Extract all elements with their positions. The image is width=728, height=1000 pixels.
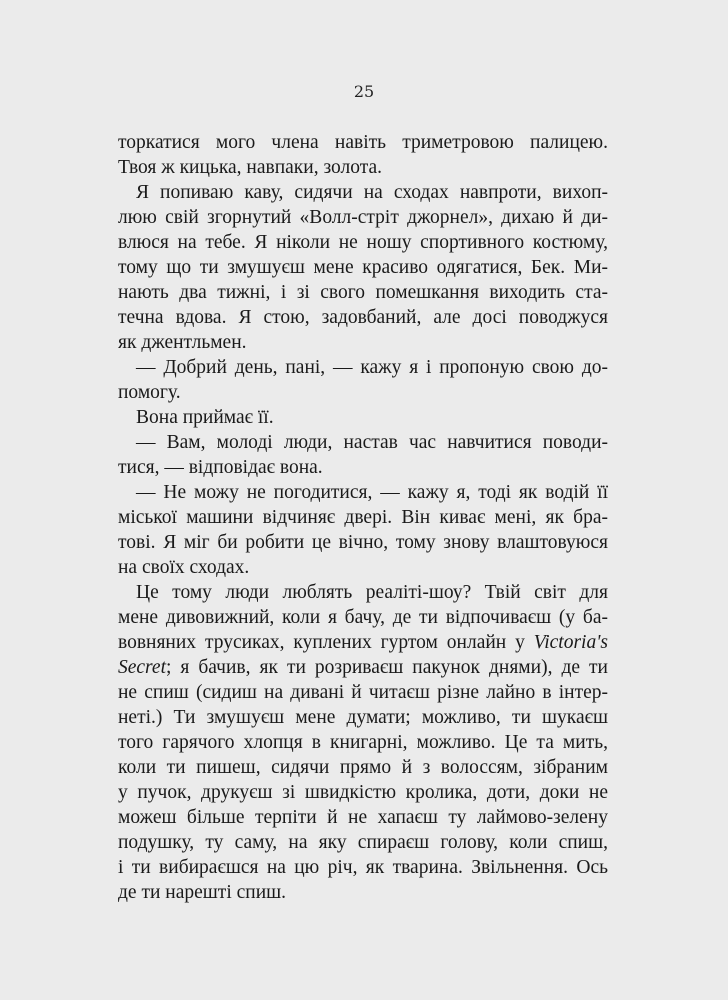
text-line-segment: Твоя ж кицька, навпаки, золота. — [118, 157, 383, 178]
text-line — [118, 755, 608, 780]
text-line — [118, 330, 608, 355]
text-line — [118, 830, 608, 855]
text-line-segment: як джентльмен. — [118, 332, 247, 353]
text-line — [118, 155, 608, 180]
text-line — [118, 205, 608, 230]
text-line-segment: течна вдова. Я стою, задовбаний, але досі поводжуся — [118, 307, 608, 328]
text-line-segment: неті.) Ти змушуєш мене думати; можливо, ти шукаєш — [118, 707, 608, 728]
text-line-segment: Це тому люди люблять реаліті-шоу? Твій світ для — [136, 582, 608, 603]
text-line-segment: у пучок, друкуєш зі швидкістю кролика, доти, доки не — [118, 782, 608, 803]
text-line — [118, 530, 608, 555]
text-line-segment: міської машини відчиняє двері. Він киває мені, як бра- — [118, 507, 608, 528]
text-line — [118, 455, 608, 480]
text-line — [118, 680, 608, 705]
text-line — [118, 855, 608, 880]
text-line — [118, 305, 608, 330]
text-line-segment: влюся на тебе. Я ніколи не ношу спортивного костюму, — [118, 232, 608, 253]
text-line-segment: — Вам, молоді люди, настав час навчитися поводи- — [136, 432, 608, 453]
text-line-segment: можеш більше терпіти й не хапаєш ту лаймово-зелену — [118, 807, 608, 828]
text-line-segment: тися, — відповідає вона. — [118, 457, 323, 478]
text-line — [118, 705, 608, 730]
text-line — [118, 580, 608, 605]
text-line — [118, 130, 608, 155]
text-line-segment: — Не можу не погодитися, — кажу я, тоді як водій її — [136, 482, 608, 503]
text-line — [118, 180, 608, 205]
text-line-segment: тому що ти змушуєш мене красиво одягатися, Бек. Ми- — [118, 257, 608, 278]
text-line — [118, 505, 608, 530]
text-line — [118, 355, 608, 380]
text-line-segment: і ти вибираєшся на цю річ, як тварина. Звільнення. Ось — [118, 857, 608, 878]
text-line — [118, 280, 608, 305]
text-line-segment: мене дивовижний, коли я бачу, де ти відпочиваєш (у ба- — [118, 607, 608, 628]
text-line-segment: тові. Я міг би робити це вічно, тому знову влаштовуюся — [118, 532, 608, 553]
text-line-segment: люю свій згорнутий «Волл-стріт джорнел», дихаю й ди- — [118, 207, 608, 228]
text-line — [118, 880, 608, 905]
text-line — [118, 255, 608, 280]
text-line — [118, 630, 608, 655]
text-line — [118, 805, 608, 830]
text-line-segment: Вона приймає її. — [136, 407, 274, 428]
text-line-segment: де ти нарешті спиш. — [118, 882, 287, 903]
text-line-segment: вовняних трусиках, куплених гуртом онлайн у — [118, 632, 534, 653]
text-line-segment: нають два тижні, і зі свого помешкання виходить ста- — [118, 282, 608, 303]
text-line — [118, 555, 608, 580]
text-line — [118, 230, 608, 255]
text-line-segment: помогу. — [118, 382, 181, 403]
text-line — [118, 605, 608, 630]
text-line-segment: не спиш (сидиш на дивані й читаєш різне лайно в інтер- — [118, 682, 608, 703]
page-number: 25 — [353, 82, 375, 101]
text-line-italic: Victoria's — [533, 632, 608, 653]
text-line-segment: торкатися мого члена навіть триметровою палицею. — [118, 132, 608, 153]
text-line — [118, 480, 608, 505]
text-line-segment: — Добрий день, пані, — кажу я і пропоную свою до- — [136, 357, 608, 378]
text-line — [118, 780, 608, 805]
text-line-segment: подушку, ту саму, на яку спираєш голову, коли спиш, — [118, 832, 608, 853]
text-line-segment: коли ти пишеш, сидячи прямо й з волоссям, зібраним — [118, 757, 608, 778]
text-line-segment: Я попиваю каву, сидячи на сходах навпроти, вихоп- — [136, 182, 608, 203]
text-line — [118, 430, 608, 455]
text-line — [118, 405, 608, 430]
text-line-segment: на своїх сходах. — [118, 557, 250, 578]
text-line-segment: того гарячого хлопця в книгарні, можливо. Це та мить, — [118, 732, 608, 753]
text-line-italic: Secret — [118, 657, 166, 678]
text-line — [118, 380, 608, 405]
text-line — [118, 655, 608, 680]
text-line — [118, 730, 608, 755]
text-line-segment: ; я бачив, як ти розриваєш пакунок днями), де ти — [166, 657, 608, 678]
body-text — [118, 130, 608, 905]
